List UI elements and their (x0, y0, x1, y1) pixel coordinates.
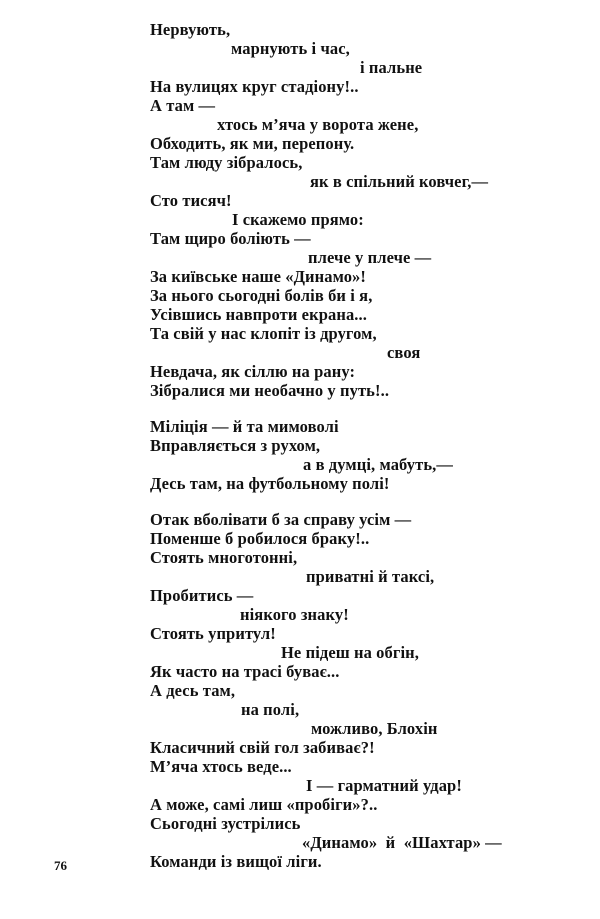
poem-line: Сьогодні зустрілись (150, 814, 301, 833)
page-number: 76 (54, 858, 67, 873)
poem-line: Усівшись навпроти екрана... (150, 305, 367, 324)
poem-line: Десь там, на футбольному полі! (150, 474, 390, 493)
poem-line: Обходить, як ми, перепону. (150, 134, 355, 153)
poem-line: Міліція — й та мимоволі (150, 417, 339, 436)
poem-line: Сто тисяч! (150, 191, 232, 210)
poem-line: і пальне (360, 58, 423, 77)
poem-line: а в думці, мабуть,— (303, 455, 453, 474)
poem-line: як в спільний ковчег,— (310, 172, 489, 191)
poem-line: на полі, (241, 700, 300, 719)
poem-line: Команди із вищої ліги. (150, 852, 322, 871)
poem-line: «Динамо» й «Шахтар» — (302, 833, 502, 852)
poem-line: А там — (150, 96, 216, 115)
poem-line: Там щиро боліють — (150, 229, 311, 248)
poem-line: приватні й таксі, (306, 567, 435, 586)
poem-line: плече у плече — (308, 248, 432, 267)
poem-line: І скажемо прямо: (232, 210, 364, 229)
poem-line: ніякого знаку! (240, 605, 349, 624)
poem-line: За київське наше «Динамо»! (150, 267, 367, 286)
poem-line: Стоять упритул! (150, 624, 276, 643)
poem-line: Нервують, (150, 20, 231, 39)
poem-line: Зібралися ми необачно у путь!.. (150, 381, 390, 400)
poem-line: Там люду зібралось, (150, 153, 303, 172)
poem-line: Пробитись — (150, 586, 254, 605)
poem-line: І — гарматний удар! (306, 776, 462, 795)
poem-line: своя (387, 343, 421, 362)
poem-line: Невдача, як сіллю на рану: (150, 362, 356, 381)
poem-line: М’яча хтось веде... (150, 757, 292, 776)
poem-line: А може, самі лиш «пробіги»?.. (150, 795, 378, 814)
poem-line: Та свій у нас клопіт із другом, (150, 324, 377, 343)
poem-line: Отак вболівати б за справу усім — (150, 510, 412, 529)
poem-line: На вулицях круг стадіону!.. (150, 77, 359, 96)
poem-line: Вправляється з рухом, (150, 436, 321, 455)
poem-line: марнують і час, (231, 39, 350, 58)
poem-line: Не підеш на обгін, (281, 643, 419, 662)
poem-line: А десь там, (150, 681, 236, 700)
poem-line: Класичний свій гол забиває?! (150, 738, 375, 757)
poem-line: хтось м’яча у ворота жене, (217, 115, 419, 134)
poem-line: Стоять многотонні, (150, 548, 298, 567)
poem-line: можливо, Блохін (311, 719, 438, 738)
poem-line: За нього сьогодні болів би і я, (150, 286, 373, 305)
poem-line: Як часто на трасі буває... (150, 662, 340, 681)
poem-line: Поменше б робилося браку!.. (150, 529, 370, 548)
